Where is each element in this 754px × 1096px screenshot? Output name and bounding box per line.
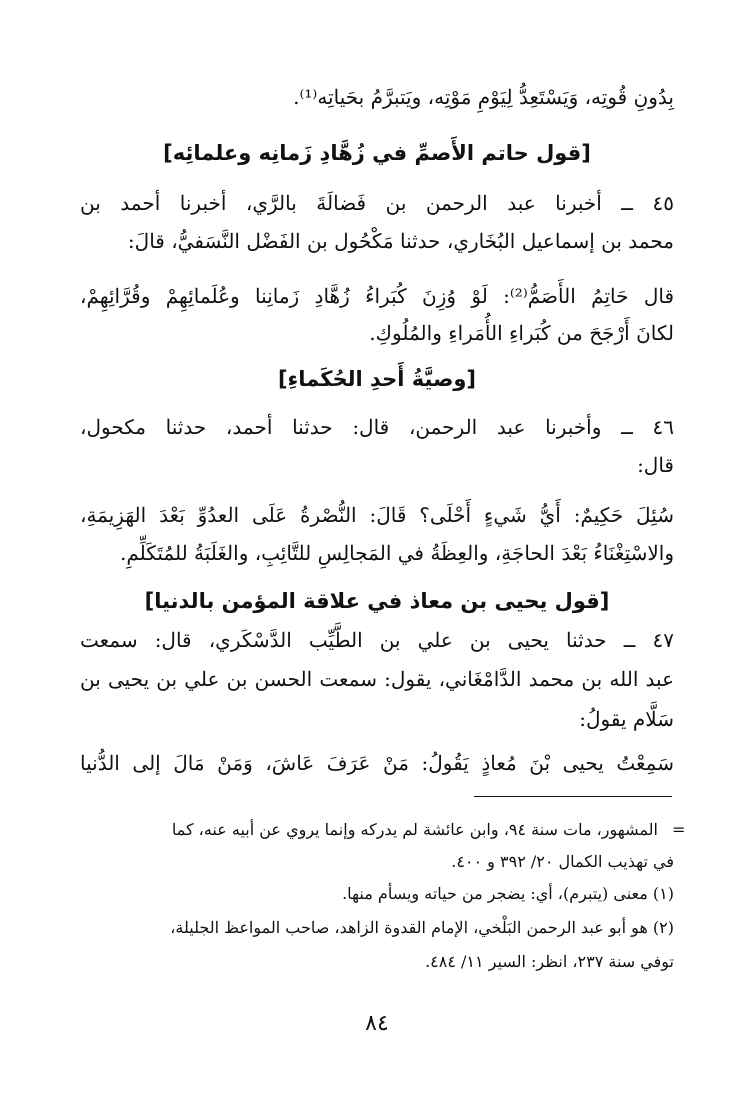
footnote-continuation-line: المشهور، مات سنة ٩٤، وابن عائشة لم يدركه وإنما يروي عن أبيه عنه، كما <box>171 820 658 839</box>
section-heading: [قول حاتم الأَصمِّ في زُهَّادِ زَمانِه وعلمائِه] <box>163 141 591 165</box>
quote-45-line: قال حَاتِمُ الأَصَمُّ⁽²⁾: لَوْ وُزِنَ كُبَراءُ زُهَّادِ زَمانِنا وعُلَمائِهِمْ وقُرَّائِهِمْ، <box>80 284 675 308</box>
quote-46-line: والاسْتِغْنَاءُ بَعْدَ الحاجَةِ، والعِظَةُ في المَجالِسِ للتَّائِبِ، والغَلَبَةُ للمُتَكَلِّمِ. <box>120 541 674 565</box>
narration-47-line: ٤٧ ــ حدثنا يحيى بن علي بن الطَّيِّب الدَّسْكَري، قال: سمعت <box>80 628 674 652</box>
section-heading: [قول يحيى بن معاذ في علاقة المؤمن بالدنيا] <box>144 589 610 613</box>
narration-45-line: ٤٥ ــ أخبرنا عبد الرحمن بن فَضالَةَ بالرَّي، أخبرنا أحمد بن <box>80 191 674 215</box>
footnote-divider <box>474 796 672 797</box>
section-heading: [وصيَّةُ أَحدِ الحُكَماءِ] <box>277 367 477 391</box>
footnote-2-line: (٢) هو أبو عبد الرحمن البَلْخي، الإمام القدوة الزاهد، صاحب المواعظ الجليلة، <box>170 918 674 937</box>
narration-47-line: سَلَّام يقولُ: <box>579 707 674 731</box>
page-number: ٨٤ <box>365 1011 389 1036</box>
footnote-1: (١) معنى (يتبرم)، أي: يضجر من حياته ويسأم منها. <box>342 884 674 903</box>
quote-46-line: سُئِلَ حَكِيمٌ: أَيُّ شَيءٍ أَحْلَى؟ قَالَ: النُّصْرةُ عَلَى العدُوِّ بَعْدَ الهَزِيمَةِ، <box>80 503 674 527</box>
quote-47-line: سَمِعْتُ يحيى بْنَ مُعاذٍ يَقُولُ: مَنْ عَرَفَ عَاشَ، وَمَنْ مَالَ إلى الدُّنيا <box>80 751 674 775</box>
narration-45-line: محمد بن إسماعيل البُخَاري، حدثنا مَكْحُول بن الفَضْل النَّسَفيُّ، قالَ: <box>127 229 674 253</box>
narration-46-line: قال: <box>637 453 674 477</box>
body-line: بِدُونِ قُوتِه، وَيَسْتَعِدُّ لِيَوْمِ مَوْتِه، ويَتبرَّمُ بحَياتِه⁽¹⁾. <box>293 85 674 109</box>
narration-47-line: عبد الله بن محمد الدَّامْغَاني، يقول: سمعت الحسن بن علي بن يحيى بن <box>80 667 674 691</box>
narration-46-line: ٤٦ ــ وأخبرنا عبد الرحمن، قال: حدثنا أحمد، حدثنا مكحول، <box>80 415 674 439</box>
quote-45-line: لكانَ أَرْجَحَ من كُبَراءِ الأُمَراءِ والمُلُوكِ. <box>369 321 674 345</box>
footnote-continuation-mark: = <box>672 820 686 839</box>
footnote-continuation-line: في تهذيب الكمال ٢٠/ ٣٩٢ و ٤٠٠. <box>451 852 674 871</box>
footnote-2-line: توفي سنة ٢٣٧، انظر: السير ١١/ ٤٨٤. <box>425 952 674 971</box>
